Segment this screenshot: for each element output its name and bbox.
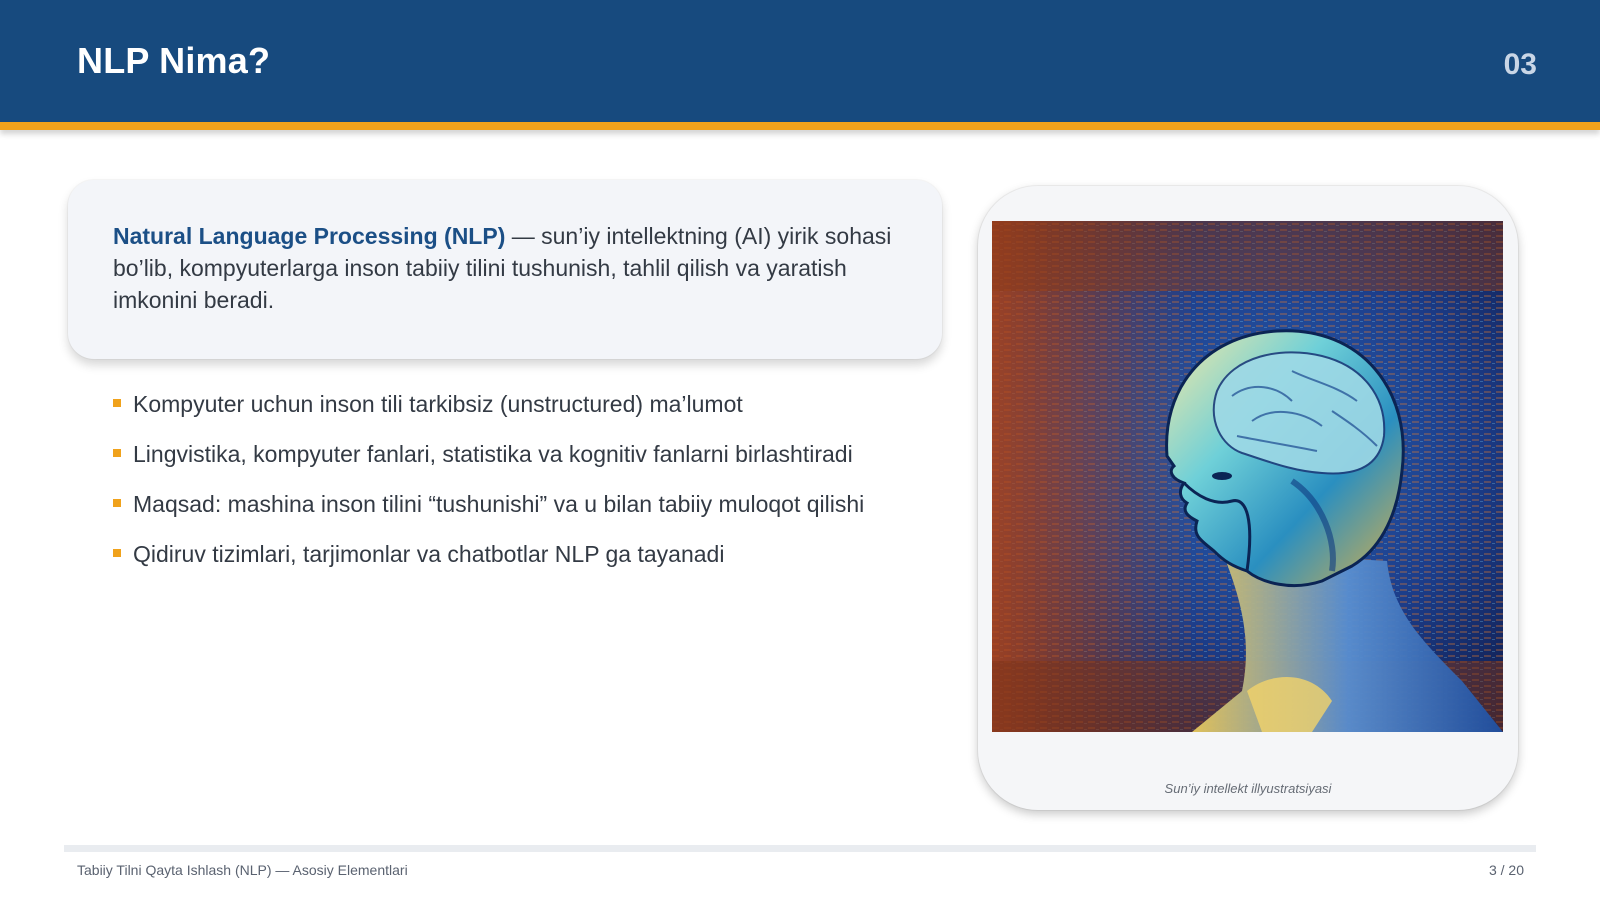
bullet-text: Kompyuter uchun inson tili tarkibsiz (unstructured) ma’lumot bbox=[133, 391, 743, 417]
bullet-list bbox=[113, 388, 913, 588]
ai-head-illustration bbox=[992, 221, 1503, 732]
bullet-text: Qidiruv tizimlari, tarjimonlar va chatbotlar NLP ga tayanadi bbox=[133, 541, 725, 567]
image-card bbox=[978, 186, 1518, 810]
definition-body: — sun’iy intellektning (AI) yirik sohasi bo’lib, kompyuterlarga inson tabiiy tilini tushunish, tahlil qilish va yaratish imkonini beradi. bbox=[113, 223, 892, 313]
bullet-item bbox=[113, 388, 913, 420]
footer-presentation-title: Tabiiy Tilni Qayta Ishlash (NLP) — Asosiy Elementlari bbox=[77, 862, 408, 878]
bullet-square-icon bbox=[113, 399, 121, 407]
ai-head-image bbox=[992, 221, 1503, 732]
definition-card bbox=[68, 180, 942, 359]
bullet-square-icon bbox=[113, 499, 121, 507]
bullet-square-icon bbox=[113, 449, 121, 457]
bullet-item bbox=[113, 438, 913, 470]
header-accent-stripe bbox=[0, 122, 1600, 130]
bullet-text: Maqsad: mashina inson tilini “tushunishi” va u bilan tabiiy muloqot qilishi bbox=[133, 491, 865, 517]
definition-text bbox=[113, 220, 903, 316]
bullet-item bbox=[113, 488, 913, 520]
bullet-text: Lingvistika, kompyuter fanlari, statistika va kognitiv fanlarni birlashtiradi bbox=[133, 441, 853, 467]
slide-title: NLP Nima? bbox=[77, 40, 271, 81]
bullet-item bbox=[113, 538, 913, 570]
definition-term: Natural Language Processing (NLP) bbox=[113, 223, 506, 249]
section-number: 03 bbox=[1503, 48, 1537, 81]
page-counter: 3 / 20 bbox=[1488, 862, 1524, 878]
footer-divider bbox=[64, 845, 1536, 852]
image-caption: Sun’iy intellekt illyustratsiyasi bbox=[1164, 781, 1332, 796]
bullet-square-icon bbox=[113, 549, 121, 557]
header-bar bbox=[0, 0, 1600, 122]
